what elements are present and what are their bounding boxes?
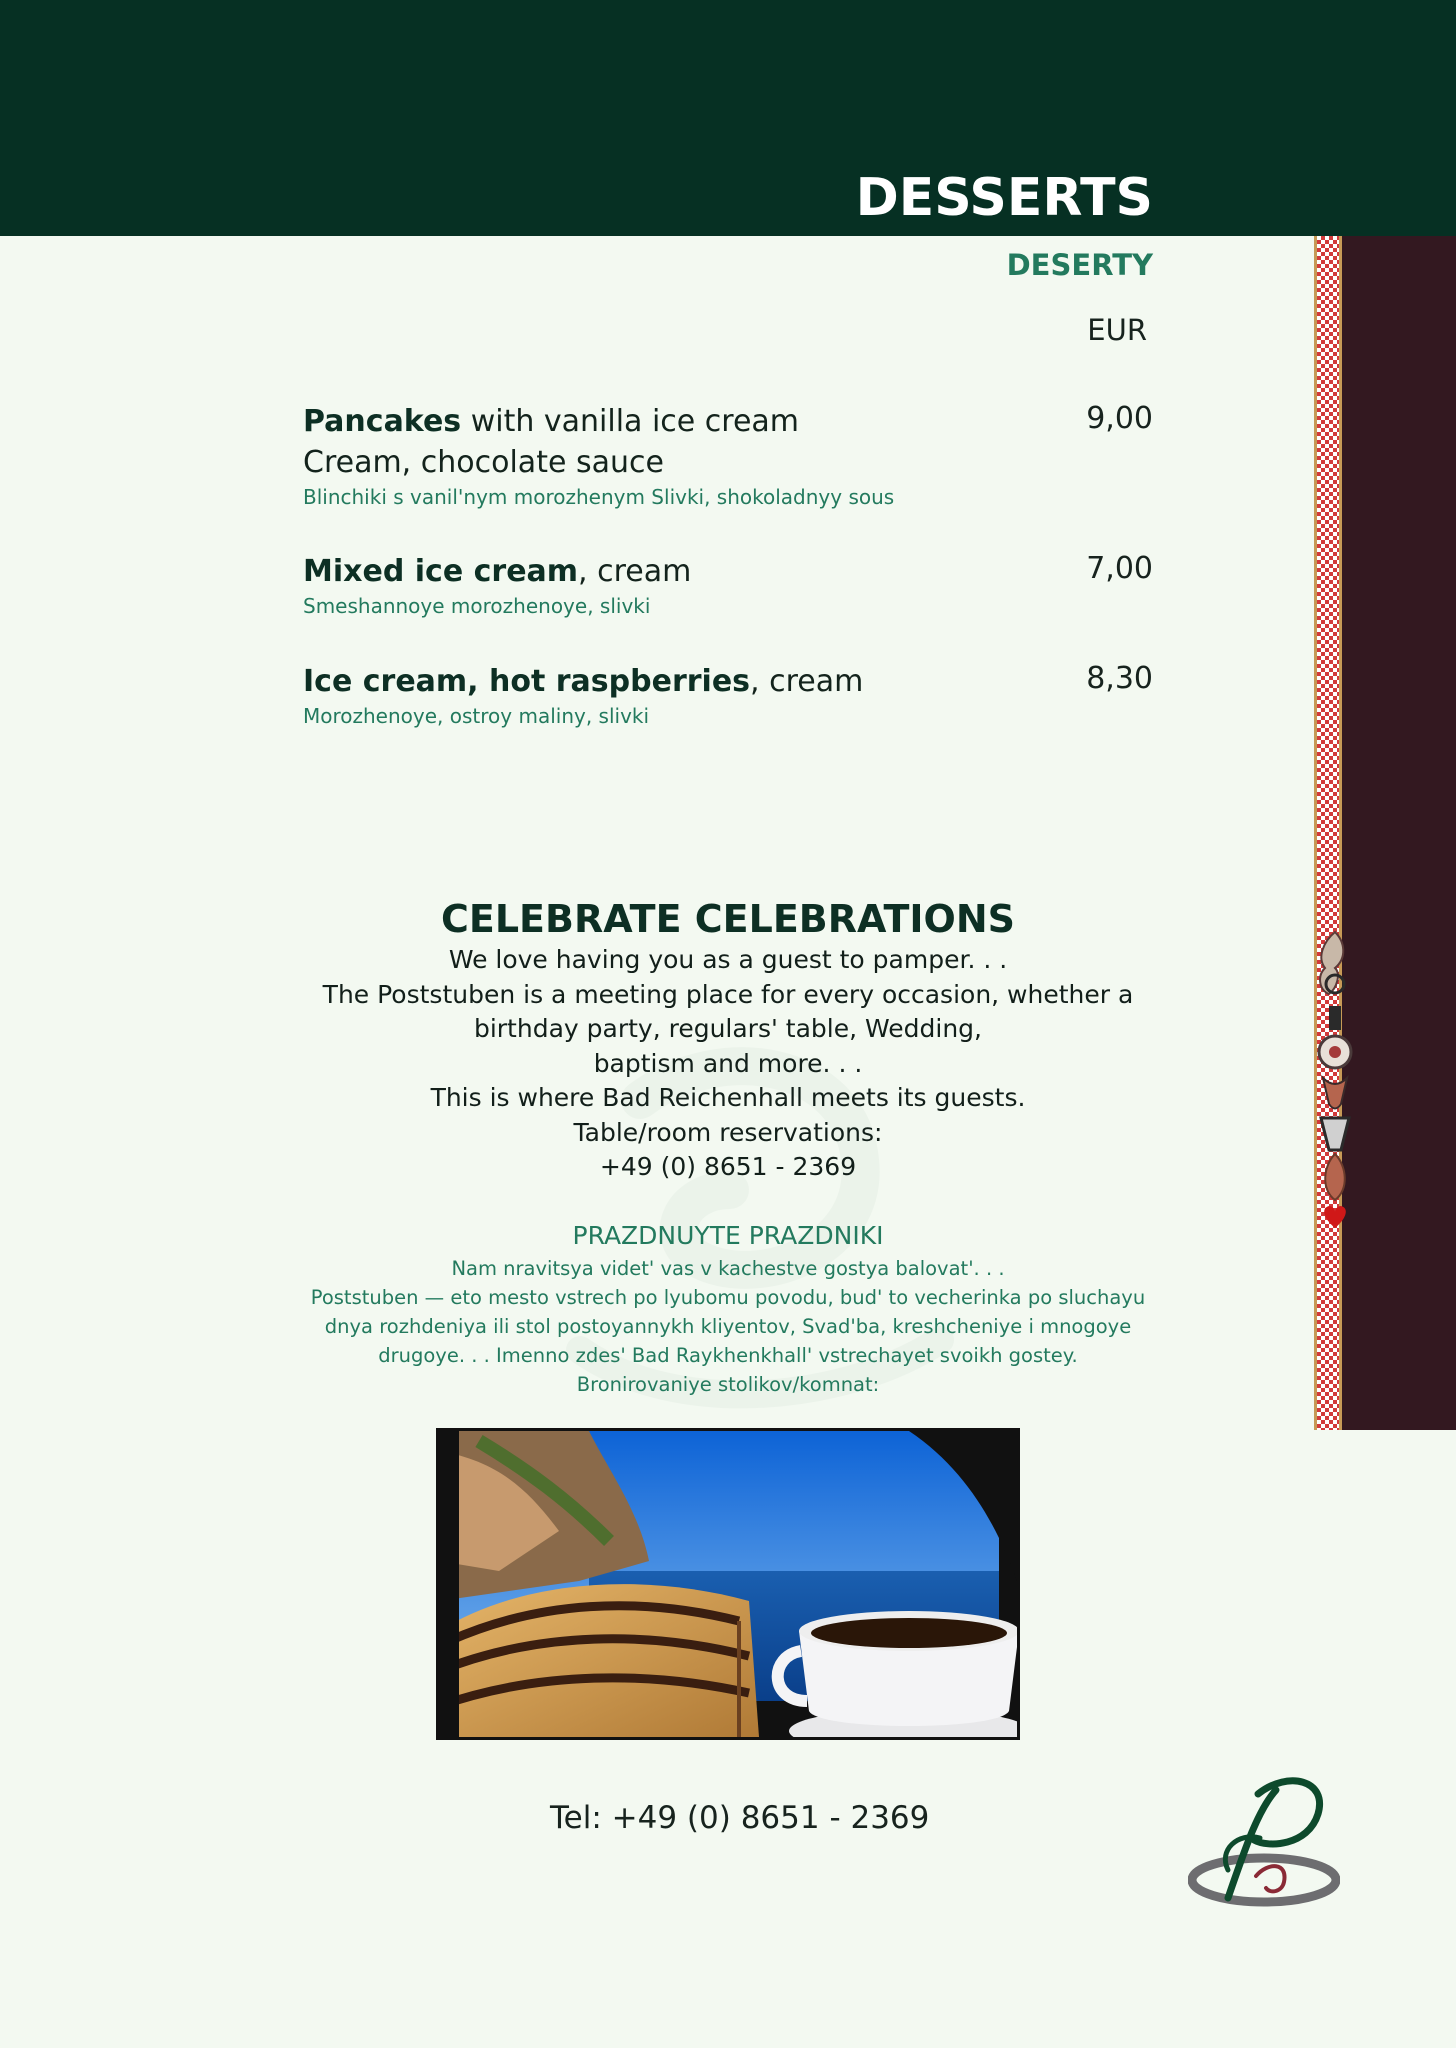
transliterated-line: Bronirovaniye stolikov/komnat:: [576, 1373, 880, 1396]
transliterated-line: Poststuben — eto mesto vstrech po lyubomu povodu, bud' to vecherinka po sluchayu: [310, 1286, 1146, 1309]
footer-phone[interactable]: Tel: +49 (0) 8651 - 2369: [550, 1800, 930, 1836]
celebrate-title: CELEBRATE CELEBRATIONS: [440, 897, 1016, 941]
menu-item-price: 7,00: [1086, 551, 1153, 586]
menu-item-title: [303, 551, 1153, 592]
side-panel: [1342, 236, 1456, 1430]
page-title: DESSERTS: [855, 168, 1153, 228]
folk-ornament-icon: [1307, 928, 1363, 1244]
menu-item-title: [303, 661, 1153, 702]
menu-item-name: Mixed ice cream: [303, 554, 579, 589]
transliterated-line: dnya rozhdeniya ili stol postoyannykh kliyentov, Svad'ba, kreshcheniye i mnogoye: [324, 1315, 1132, 1338]
transliterated-line: drugoye. . . Imenno zdes' Bad Raykhenkhall' vstrechayet svoikh gostey.: [378, 1344, 1078, 1367]
menu-item-transliteration: Morozhenoye, ostroy maliny, slivki: [303, 704, 650, 728]
menu-item-name: Ice cream, hot raspberries: [303, 664, 751, 699]
checker-strip: [1314, 236, 1342, 1430]
poststuben-p-logo: [1188, 1770, 1340, 1910]
celebrate-line: The Poststuben is a meeting place for every occasion, whether a: [322, 979, 1134, 1009]
reservation-phone[interactable]: +49 (0) 8651 - 2369: [599, 1152, 857, 1181]
menu-item-description-line2: Cream, chocolate sauce: [303, 445, 664, 480]
celebrate-section: [200, 895, 1256, 1185]
celebrate-line: We love having you as a guest to pamper. . .: [448, 945, 1008, 974]
menu-item-transliteration: Smeshannoye morozhenoye, slivki: [303, 594, 651, 618]
menu-item-title: [303, 401, 1153, 442]
menu-item: [303, 401, 1153, 511]
page-subtitle: DESERTY: [1006, 248, 1153, 282]
celebrate-line: birthday party, regulars' table, Wedding,: [473, 1014, 983, 1043]
celebrate-line: This is where Bad Reichenhall meets its guests.: [430, 1083, 1026, 1112]
menu-item-description: with vanilla ice cream: [461, 404, 800, 439]
header-band: [0, 0, 1456, 236]
transliterated-section: [200, 1218, 1256, 1399]
menu-item-description: , cream: [578, 554, 692, 589]
currency-label: EUR: [1087, 313, 1147, 347]
menu-item: [303, 551, 1153, 620]
menu-item-name: Pancakes: [303, 404, 462, 439]
pancakes-coffee-sea-photo: [436, 1428, 1020, 1740]
menu-item-description: , cream: [750, 664, 864, 699]
celebrate-line: baptism and more. . .: [593, 1048, 863, 1078]
menu-item-price: 9,00: [1086, 401, 1153, 436]
transliterated-line: Nam nravitsya videt' vas v kachestve gostya balovat'. . .: [451, 1257, 1005, 1280]
menu-item: [303, 661, 1153, 730]
menu-item-transliteration: Blinchiki s vanil'nym morozhenym Slivki, shokoladnyy sous: [303, 485, 895, 509]
transliterated-title: PRAZDNUYTE PRAZDNIKI: [572, 1221, 884, 1250]
menu-item-price: 8,30: [1086, 661, 1153, 696]
photo-illustration: [439, 1431, 1017, 1737]
celebrate-line: Table/room reservations:: [573, 1117, 883, 1147]
